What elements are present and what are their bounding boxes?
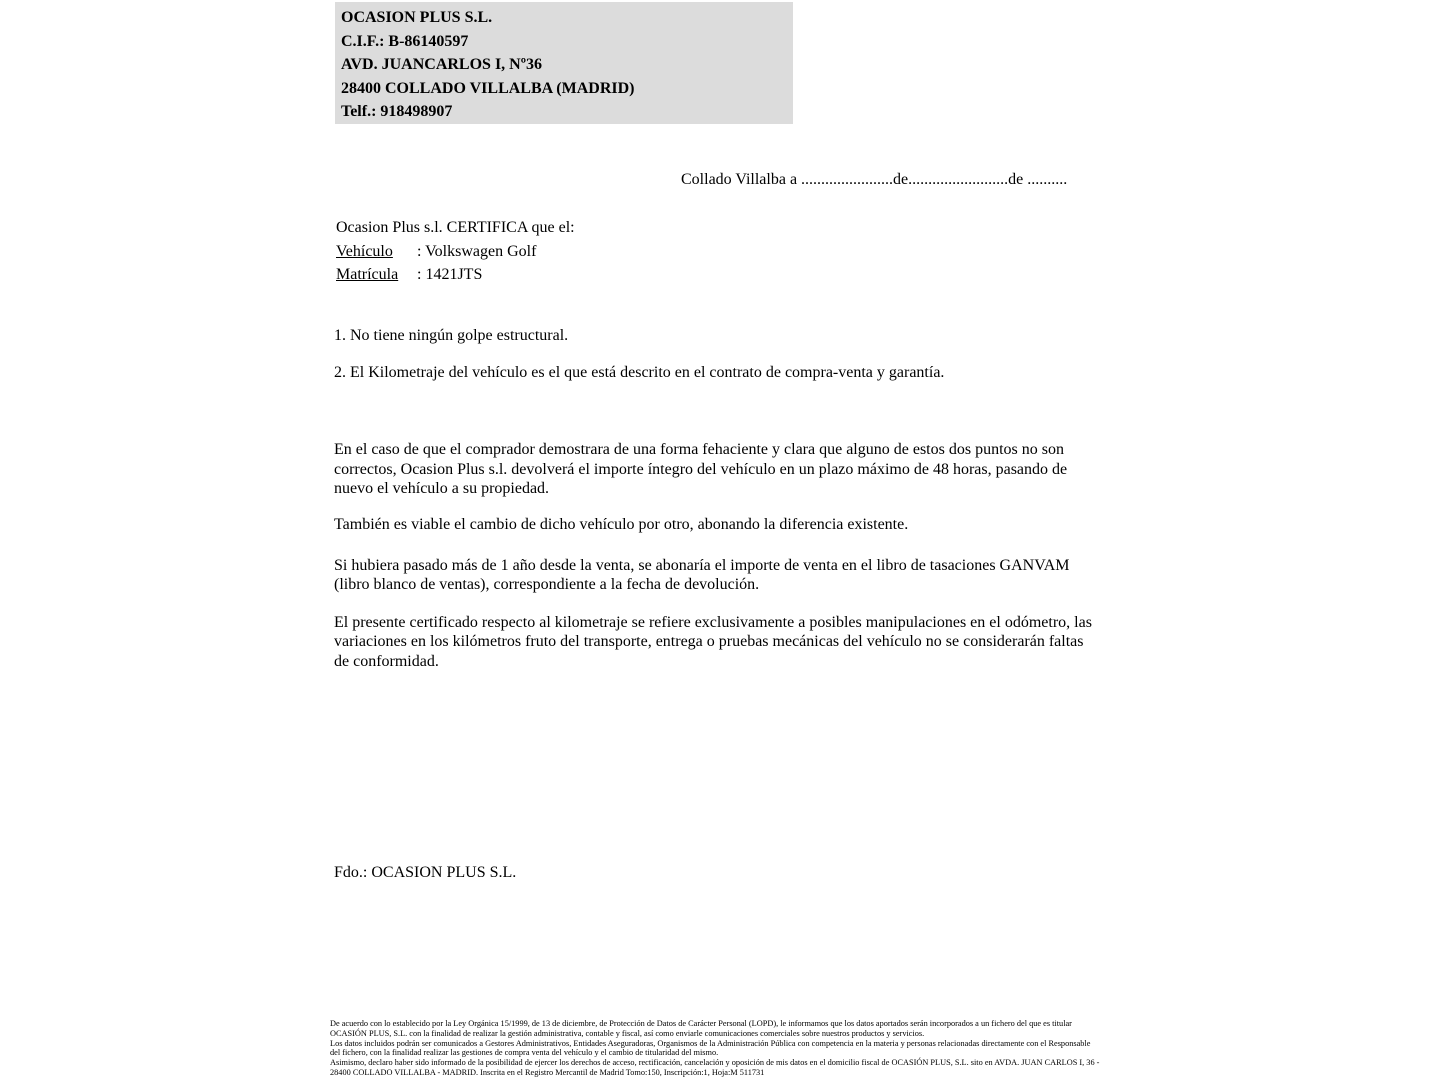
certification-block — [336, 216, 575, 287]
vehicle-row — [336, 240, 575, 264]
legal-footer — [330, 1019, 1102, 1078]
footer-lopd-notice: De acuerdo con lo establecido por la Ley Orgánica 15/1999, de 13 de diciembre, de Protección de Datos de Carácter Personal (LOPD), le informamos que los datos aportados serán incorporados a un fichero del que es titular OCASIÓN PLUS, S.L. con la finalidad de realizar la gestión administrativa, contable y fiscal, así como enviarle comunicaciones comerciales sobre nuestros productos y servicios. — [330, 1019, 1072, 1038]
paragraph-ganvam: Si hubiera pasado más de 1 año desde la venta, se abonaría el importe de venta en el libro de tasaciones GANVAM (libro blanco de ventas), correspondiente a la fecha de devolución. — [334, 556, 1070, 594]
letterhead — [335, 2, 793, 124]
vehicle-label: Vehículo — [336, 242, 393, 260]
paragraph-refund: En el caso de que el comprador demostrara de una forma fehaciente y clara que alguno de estos dos puntos no son correctos, Ocasion Plus s.l. devolverá el importe íntegro del vehículo en un plazo máximo de 48 horas, pasando de nuevo el vehículo a su propiedad. — [334, 441, 1068, 498]
company-cif: C.I.F.: B-86140597 — [341, 32, 469, 50]
document-body — [334, 326, 1094, 882]
date-line: Collado Villalba a .......................de.........................de .......... — [681, 171, 1068, 188]
point-structural: 1. No tiene ningún golpe estructural. — [334, 327, 569, 344]
footer-rights-registry: Asimismo, declaro haber sido informado de la posibilidad de ejercer los derechos de acceso, rectificación, cancelación y oposición de mis datos en el domicilio fiscal de OCASIÓN PLUS, S.L. sito en AVDA. JUAN CARLOS I, 36 - 28400 COLLADO VILLALBA - MADRID. Inscrita en el Registro Mercantil de Madrid Tomo:150, Inscripción:1, Hoja:M 511731 — [330, 1058, 1100, 1077]
vehicle-value: : Volkswagen Golf — [417, 242, 537, 260]
plate-label: Matrícula — [336, 266, 399, 283]
signature-line: Fdo.: OCASION PLUS S.L. — [334, 863, 517, 881]
paragraph-exchange: También es viable el cambio de dicho vehículo por otro, abonando la diferencia existente. — [334, 515, 909, 533]
paragraph-odometer: El presente certificado respecto al kilometraje se refiere exclusivamente a posibles manipulaciones en el odómetro, las variaciones en los kilómetros fruto del transporte, entrega o pruebas mecánicas del vehículo no se considerarán faltas de conformidad. — [334, 613, 1092, 670]
company-address: AVD. JUANCARLOS I, Nº36 — [341, 56, 543, 74]
footer-data-sharing: Los datos incluidos podrán ser comunicados a Gestores Administrativos, Entidades Aseguradoras, Organismos de la Administración Pública con competencia en la materia y personas relacionadas directamente con el Responsable del fichero, con la finalidad realizar las gestiones de compra venta del vehículo y el cambio de titularidad del mismo. — [330, 1038, 1091, 1058]
point-mileage: 2. El Kilometraje del vehículo es el que está descrito en el contrato de compra-venta y garantía. — [334, 363, 945, 381]
certifies-intro: Ocasion Plus s.l. CERTIFICA que el: — [336, 219, 575, 236]
plate-value: : 1421JTS — [417, 266, 483, 283]
company-name: OCASION PLUS S.L. — [341, 9, 493, 26]
plate-row — [336, 263, 575, 287]
company-city: 28400 COLLADO VILLALBA (MADRID) — [341, 79, 635, 97]
company-phone: Telf.: 918498907 — [341, 103, 453, 121]
